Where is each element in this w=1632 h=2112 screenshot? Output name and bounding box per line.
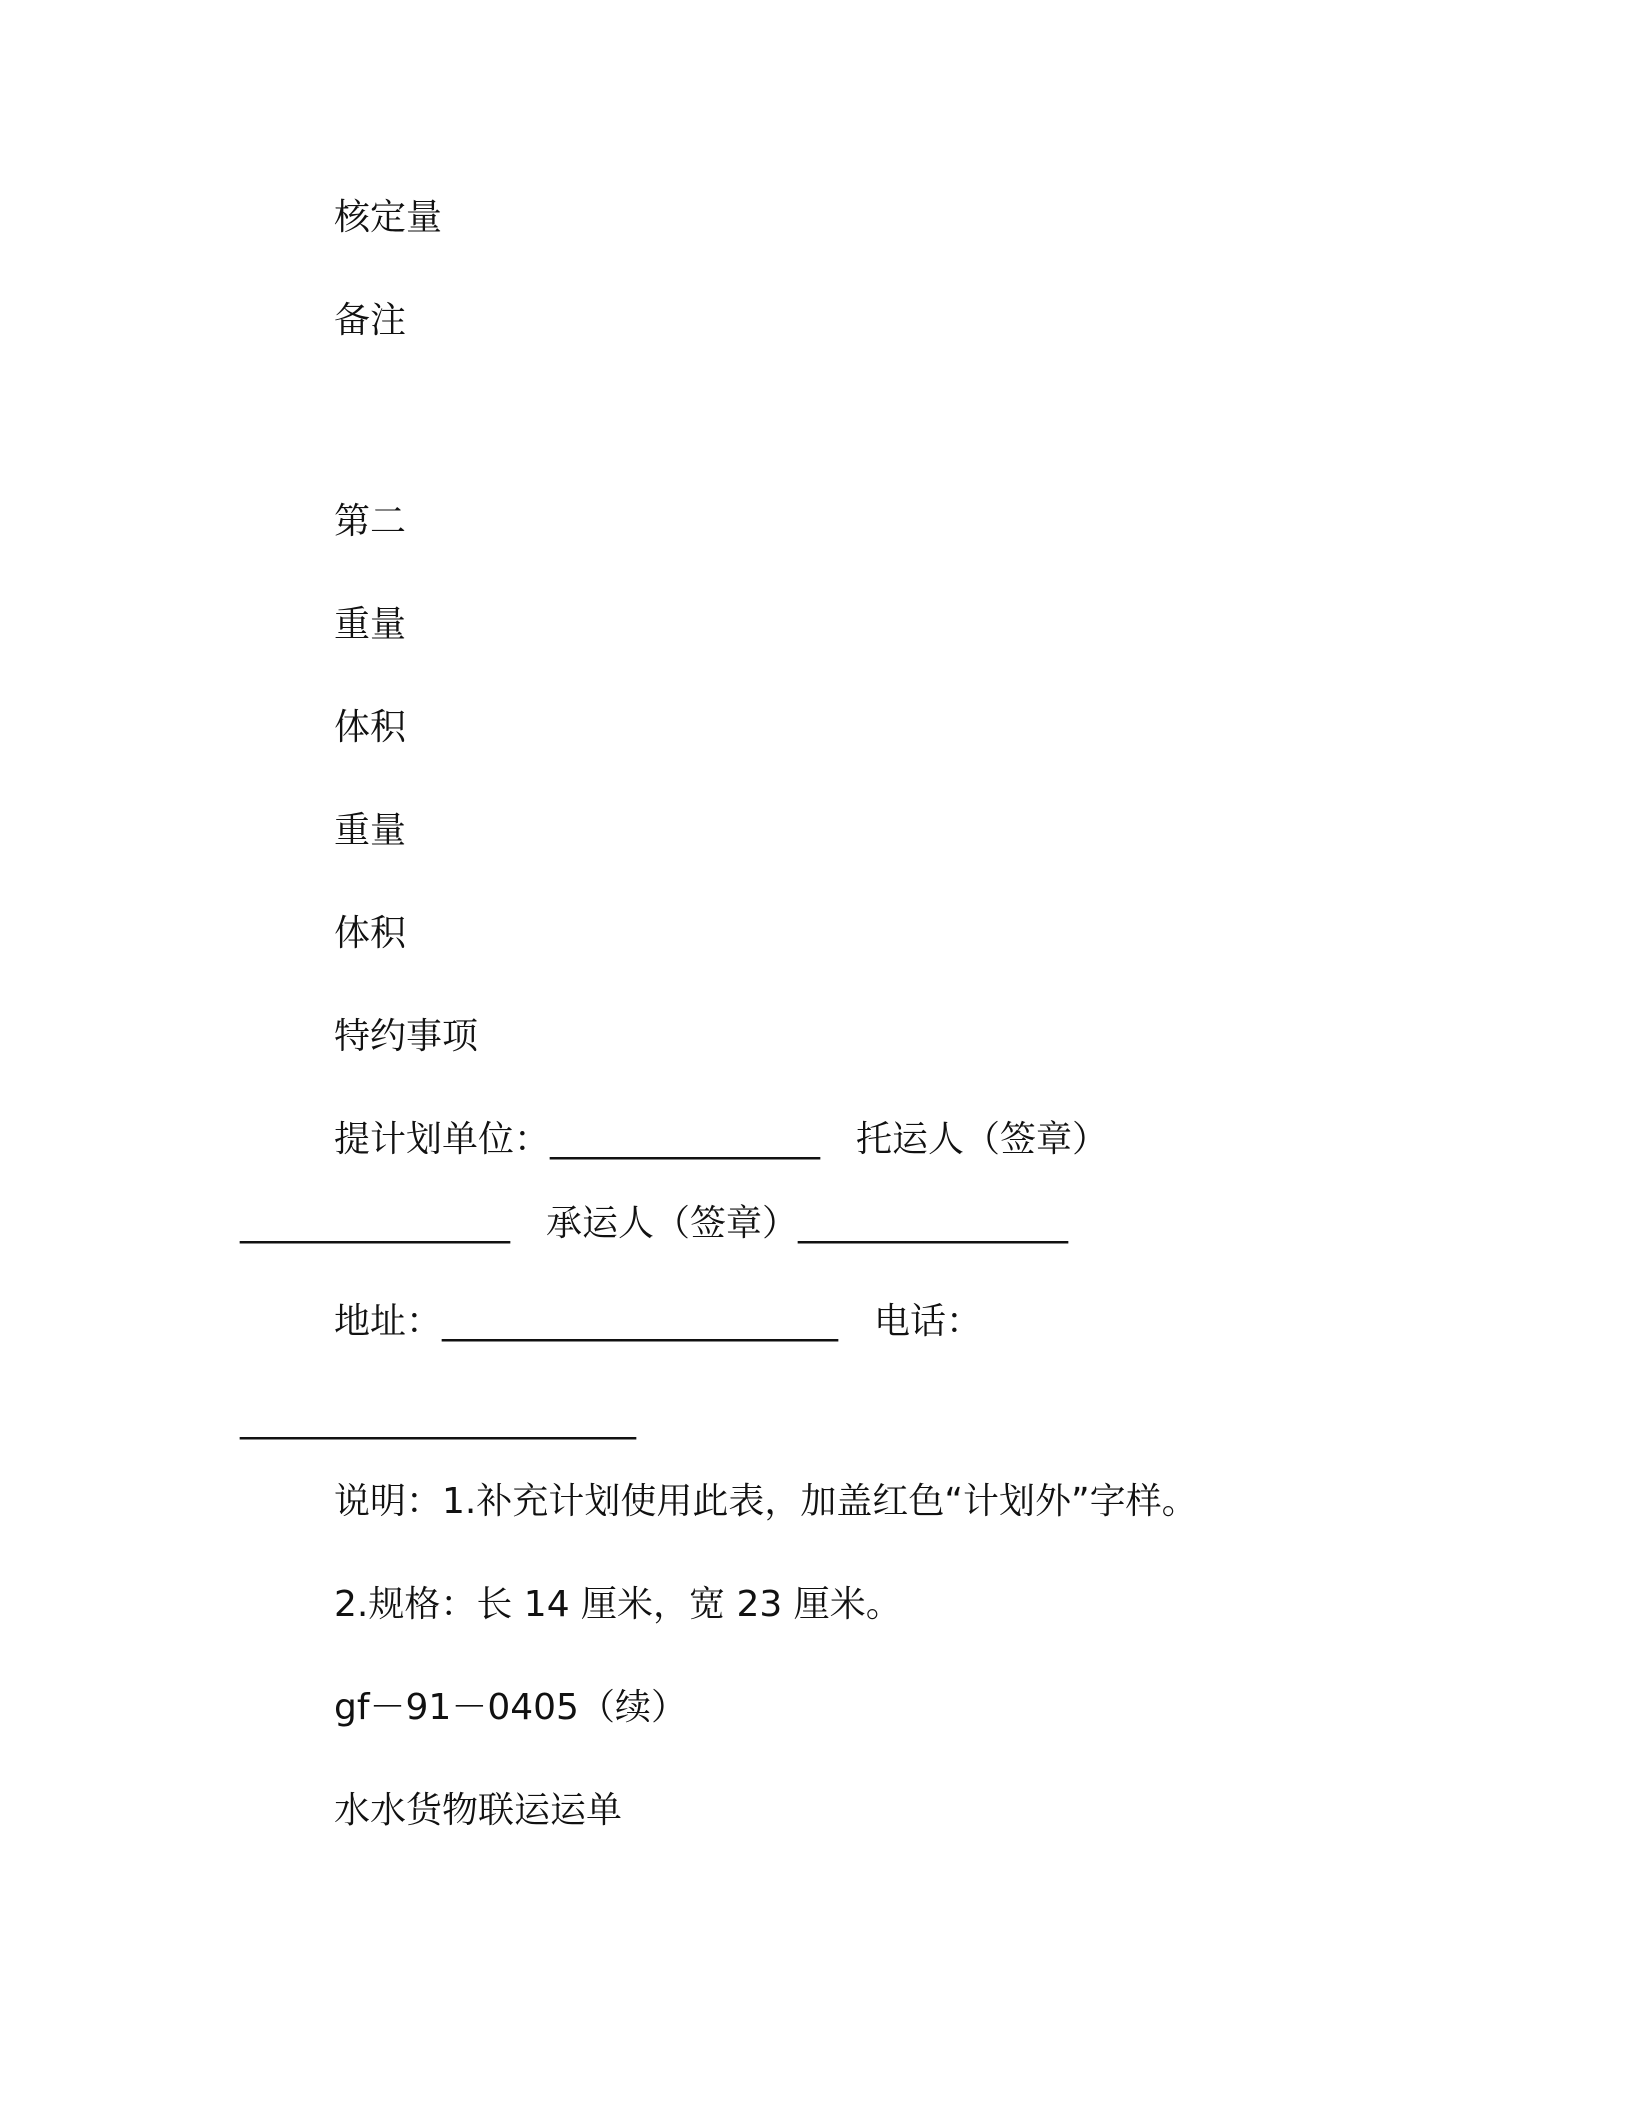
shipper-label: 托运人（签章） <box>856 1119 1109 1160</box>
phone-label: 电话： <box>874 1301 983 1342</box>
text-special-terms: 特约事项 <box>334 1016 479 1057</box>
text-weight-1: 重量 <box>334 604 407 645</box>
text-remarks: 备注 <box>334 300 407 341</box>
plan-unit-blank: _______________ <box>550 1119 821 1160</box>
text-verified-quantity: 核定量 <box>334 197 443 238</box>
address-row <box>334 1300 982 1344</box>
carrier-signature-blank: _______________ <box>798 1203 1069 1244</box>
form-title: 水水货物联运运单 <box>334 1790 623 1831</box>
plan-unit-label: 提计划单位： <box>334 1119 551 1160</box>
note-2: 2.规格：长 14 厘米，宽 23 厘米。 <box>334 1584 902 1625</box>
text-second: 第二 <box>334 501 407 542</box>
sign-row-plan-unit <box>334 1118 1108 1162</box>
text-weight-2: 重量 <box>334 810 407 851</box>
address-label: 地址： <box>334 1301 443 1342</box>
text-volume-1: 体积 <box>334 707 407 748</box>
form-code: gf－91－0405（续） <box>334 1687 687 1728</box>
shipper-signature-blank: _______________ <box>240 1203 510 1244</box>
address-blank: ______________________ <box>442 1301 839 1342</box>
text-volume-2: 体积 <box>334 913 407 954</box>
note-1: 说明：1.补充计划使用此表，加盖红色“计划外”字样。 <box>334 1481 1198 1522</box>
phone-blank: ______________________ <box>240 1399 636 1440</box>
sign-row-carrier <box>240 1202 1068 1246</box>
carrier-label: 承运人（签章） <box>546 1203 799 1244</box>
